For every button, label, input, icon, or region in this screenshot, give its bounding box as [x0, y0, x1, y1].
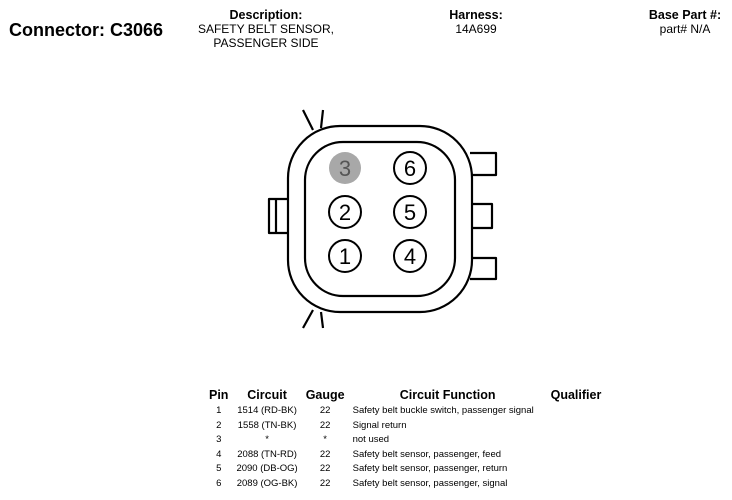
cell-gauge: 22 — [319, 477, 331, 489]
pin-4 — [394, 240, 426, 272]
pin-label: 1 — [338, 244, 352, 269]
table-row — [205, 404, 605, 419]
cell-qualifier — [547, 477, 606, 492]
connector-title: Connector: C3066 — [9, 20, 164, 40]
description-line-2: PASSENGER SIDE — [213, 36, 319, 50]
table-row — [205, 477, 605, 492]
cell-function: Safety belt sensor, passenger, feed — [352, 448, 502, 460]
header-gauge: Gauge — [305, 388, 345, 402]
cell-qualifier — [547, 419, 606, 434]
pin-1 — [329, 240, 361, 272]
top-latch — [303, 110, 323, 130]
cell-function: not used — [352, 434, 390, 445]
harness-value: 14A699 — [455, 22, 497, 36]
table-row — [205, 448, 605, 463]
pin-label: 5 — [403, 200, 417, 225]
table-row — [205, 419, 605, 434]
table-row — [205, 462, 605, 477]
cell-circuit: 2090 (DB-OG) — [236, 463, 298, 474]
cell-pin: 3 — [216, 434, 222, 445]
cell-function: Safety belt buckle switch, passenger signal — [352, 405, 534, 416]
cell-function: Safety belt sensor, passenger, signal — [352, 477, 508, 489]
cell-qualifier — [547, 448, 606, 463]
cell-pin: 6 — [216, 477, 222, 489]
left-key — [269, 199, 289, 233]
right-tab-middle — [470, 204, 492, 228]
pin-2 — [329, 196, 361, 228]
base-part-label: Base Part #: — [648, 8, 722, 22]
cell-pin: 5 — [216, 463, 222, 474]
harness-label: Harness: — [449, 8, 503, 22]
cell-gauge: 22 — [319, 463, 331, 474]
cell-pin: 2 — [216, 419, 222, 431]
cell-pin: 1 — [216, 405, 222, 416]
cell-gauge: 22 — [319, 419, 331, 431]
header-circuit: Circuit — [247, 388, 287, 402]
base-part-value: part# N/A — [659, 22, 711, 36]
pin-label: 6 — [403, 156, 417, 181]
pin-6 — [394, 152, 426, 184]
cell-pin: 4 — [216, 448, 222, 460]
cell-circuit: 2088 (TN-RD) — [237, 448, 297, 460]
description-label: Description: — [229, 8, 303, 22]
header-pin: Pin — [209, 388, 229, 402]
cell-circuit: 1558 (TN-BK) — [237, 419, 297, 431]
pin-label: 2 — [338, 200, 352, 225]
header-qualifier: Qualifier — [550, 388, 602, 402]
pin-3 — [329, 152, 361, 184]
cell-function: Safety belt sensor, passenger, return — [352, 463, 508, 474]
cell-qualifier — [547, 404, 606, 419]
pinout-table — [205, 388, 605, 491]
pin-label: 3 — [338, 156, 352, 181]
description-line-1: SAFETY BELT SENSOR, — [197, 22, 335, 36]
header-circuit-function: Circuit Function — [399, 388, 496, 402]
cell-function: Signal return — [352, 419, 407, 431]
table-header-row — [205, 388, 605, 404]
right-tab-bottom — [470, 258, 496, 279]
cell-qualifier — [547, 433, 606, 448]
cell-circuit: * — [265, 434, 269, 445]
pin-5 — [394, 196, 426, 228]
right-tab-top — [470, 153, 496, 175]
table-row — [205, 433, 605, 448]
cell-gauge: * — [323, 434, 327, 445]
cell-gauge: 22 — [319, 405, 331, 416]
connector-inner-cavity — [305, 142, 455, 296]
bottom-latch — [303, 310, 323, 328]
pin-label: 4 — [403, 244, 417, 269]
cell-circuit: 1514 (RD-BK) — [237, 405, 297, 416]
cell-qualifier — [547, 462, 606, 477]
cell-circuit: 2089 (OG-BK) — [236, 477, 298, 489]
cell-gauge: 22 — [319, 448, 331, 460]
